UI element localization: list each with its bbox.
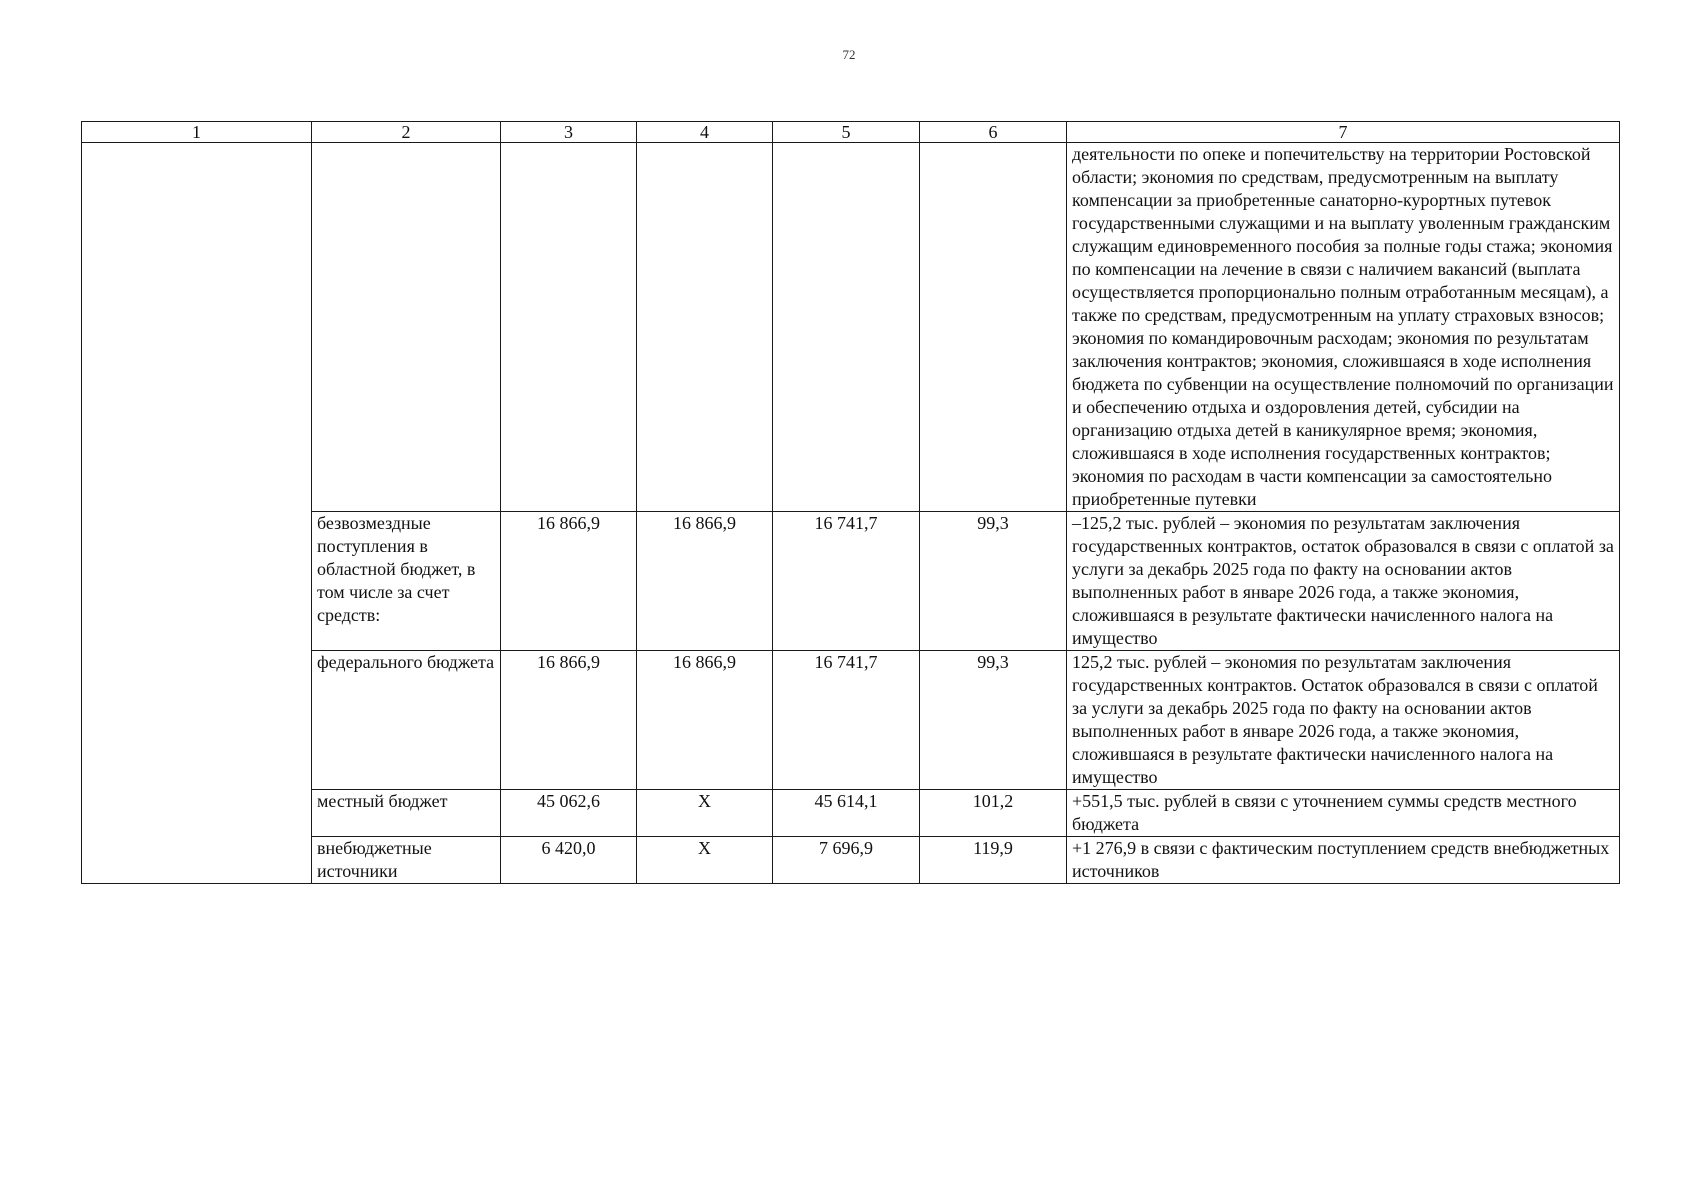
comment-cell: +551,5 тыс. рублей в связи с уточнением суммы средств местного бюджета — [1067, 790, 1620, 837]
value-cell: 45 614,1 — [773, 790, 920, 837]
value-cell: Х — [637, 837, 773, 884]
value-cell: Х — [637, 790, 773, 837]
percent-cell: 99,3 — [920, 512, 1067, 651]
header-col-7: 7 — [1067, 122, 1620, 143]
table-row — [82, 837, 1620, 884]
cell-empty — [920, 143, 1067, 512]
comment-cell: 125,2 тыс. рублей – экономия по результатам заключения государственных контрактов. Остаток образовался в связи с оплатой за услуги за декабрь 2025 года по факту на основании актов выполненных работ в январе 2026 года, а также экономия, сложившаяся в результате фактически начисленного налога на имущество — [1067, 651, 1620, 790]
table-row — [82, 790, 1620, 837]
value-cell: 16 866,9 — [501, 512, 637, 651]
header-row — [82, 122, 1620, 143]
comment-cell: –125,2 тыс. рублей – экономия по результатам заключения государственных контрактов, остаток образовался в связи с оплатой за услуги за декабрь 2025 года по факту на основании актов выполненных работ в январе 2026 года, а также экономия, сложившаяся в результате фактически начисленного налога на имущество — [1067, 512, 1620, 651]
first-column-cell — [82, 143, 312, 884]
table-row — [82, 512, 1620, 651]
page-number: 72 — [842, 47, 856, 62]
value-cell: 6 420,0 — [501, 837, 637, 884]
comment-cell: +1 276,9 в связи с фактическим поступлением средств внебюджетных источников — [1067, 837, 1620, 884]
cell-empty — [773, 143, 920, 512]
header-col-4: 4 — [637, 122, 773, 143]
header-col-3: 3 — [501, 122, 637, 143]
table-row — [82, 651, 1620, 790]
cell-empty — [637, 143, 773, 512]
source-cell: внебюджетные источники — [312, 837, 501, 884]
percent-cell: 99,3 — [920, 651, 1067, 790]
header-col-1: 1 — [82, 122, 312, 143]
source-cell: местный бюджет — [312, 790, 501, 837]
header-col-6: 6 — [920, 122, 1067, 143]
value-cell: 7 696,9 — [773, 837, 920, 884]
source-cell: федерального бюджета — [312, 651, 501, 790]
percent-cell: 101,2 — [920, 790, 1067, 837]
source-cell: безвозмездные поступления в областной бюджет, в том числе за счет средств: — [312, 512, 501, 651]
cell-empty — [312, 143, 501, 512]
cell-empty — [501, 143, 637, 512]
comment-cell: деятельности по опеке и попечительству на территории Ростовской области; экономия по средствам, предусмотренным на выплату компенсации за приобретенные санаторно-курортных путевок государственными служащими и на выплату уволенным гражданским служащим единовременного пособия за полные годы стажа; экономия по компенсации на лечение в связи с наличием вакансий (выплата осуществляется пропорционально полным отработанным месяцам), а также по средствам, предусмотренным на уплату страховых взносов; экономия по командировочным расходам; экономия по результатам заключения контрактов; экономия, сложившаяся в ходе исполнения бюджета по субвенции на осуществление полномочий по организации и обеспечению отдыха и оздоровления детей, субсидии на организацию отдыха детей в каникулярное время; экономия, сложившаяся в ходе исполнения государственных контрактов; экономия по расходам в части компенсации за самостоятельно приобретенные путевки — [1067, 143, 1620, 512]
value-cell: 16 741,7 — [773, 651, 920, 790]
value-cell: 16 866,9 — [637, 651, 773, 790]
value-cell: 16 741,7 — [773, 512, 920, 651]
value-cell: 16 866,9 — [501, 651, 637, 790]
budget-table — [81, 121, 1620, 884]
header-col-5: 5 — [773, 122, 920, 143]
value-cell: 45 062,6 — [501, 790, 637, 837]
percent-cell: 119,9 — [920, 837, 1067, 884]
table-row-continuation — [82, 143, 1620, 512]
header-col-2: 2 — [312, 122, 501, 143]
value-cell: 16 866,9 — [637, 512, 773, 651]
